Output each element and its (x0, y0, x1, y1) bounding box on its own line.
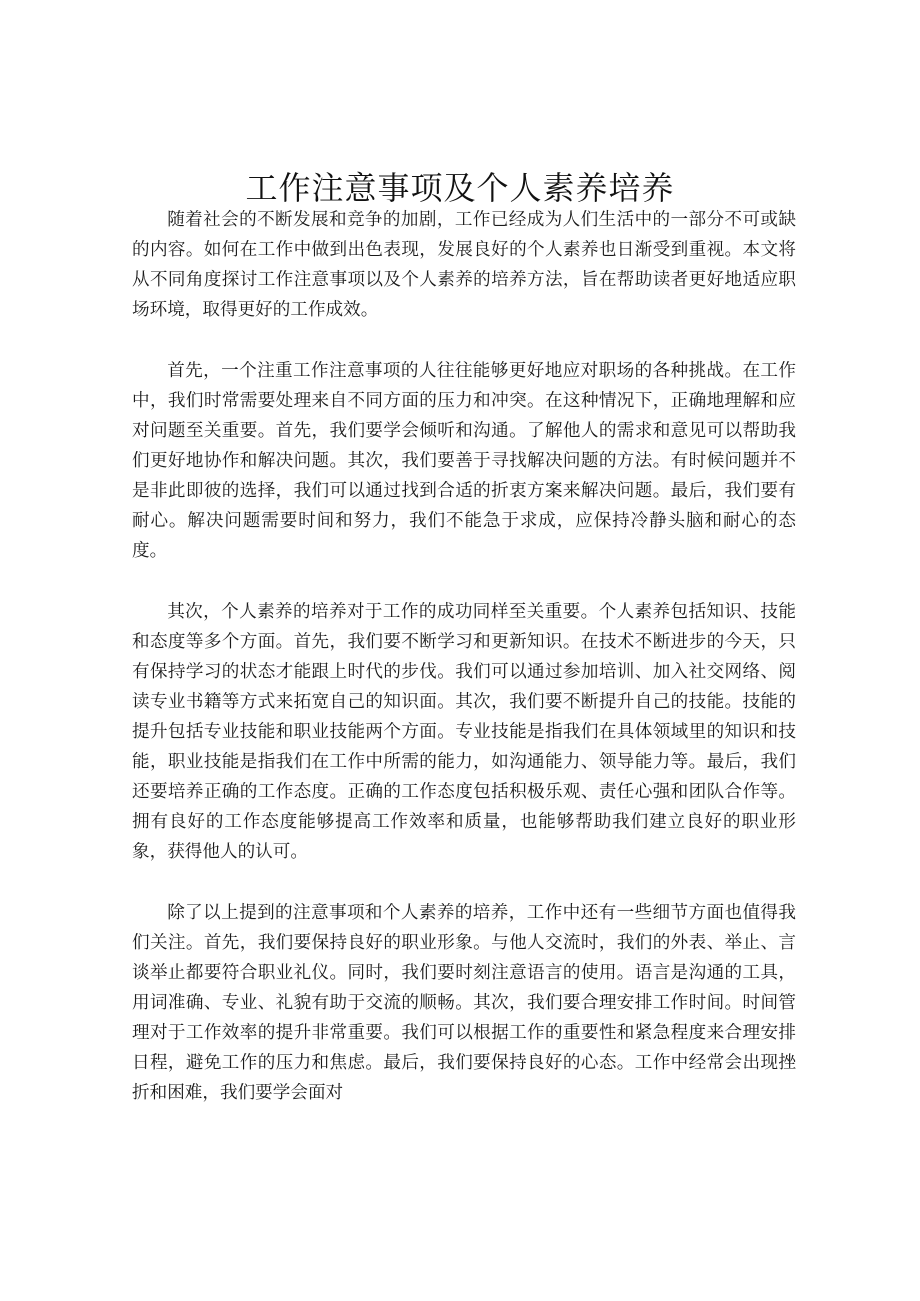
page-title: 工作注意事项及个人素养培养 (245, 169, 675, 207)
paragraph-work-attention: 首先，一个注重工作注意事项的人往往能够更好地应对职场的各种挑战。在工作中，我们时常需要处理来自不同方面的压力和冲突。在这种情况下，正确地理解和应对问题至关重要。首先，我们要学会倾听和沟通。了解他人的需求和意见可以帮助我们更好地协作和解决问题。其次，我们要善于寻找解决问题的方法。有时候问题并不是非此即彼的选择，我们可以通过找到合适的折衷方案来解决问题。最后，我们要有耐心。解决问题需要时间和努力，我们不能急于求成，应保持冷静头脑和耐心的态度。 (132, 361, 796, 561)
paragraph-details: 除了以上提到的注意事项和个人素养的培养，工作中还有一些细节方面也值得我们关注。首先，我们要保持良好的职业形象。与他人交流时，我们的外表、举止、言谈举止都要符合职业礼仪。同时，我们要时刻注意语言的使用。语言是沟通的工具，用词准确、专业、礼貌有助于交流的顺畅。其次，我们要合理安排工作时间。时间管理对于工作效率的提升非常重要。我们可以根据工作的重要性和紧急程度来合理安排日程，避免工作的压力和焦虑。最后，我们要保持良好的心态。工作中经常会出现挫折和困难，我们要学会面对 (132, 903, 796, 1103)
paragraph-intro: 随着社会的不断发展和竞争的加剧，工作已经成为人们生活中的一部分不可或缺的内容。如何在工作中做到出色表现，发展良好的个人素养也日渐受到重视。本文将从不同角度探讨工作注意事项以及个人素养的培养方法，旨在帮助读者更好地适应职场环境，取得更好的工作成效。 (132, 210, 796, 320)
paragraph-personal-quality: 其次，个人素养的培养对于工作的成功同样至关重要。个人素养包括知识、技能和态度等多个方面。首先，我们要不断学习和更新知识。在技术不断进步的今天，只有保持学习的状态才能跟上时代的步伐。我们可以通过参加培训、加入社交网络、阅读专业书籍等方式来拓宽自己的知识面。其次，我们要不断提升自己的技能。技能的提升包括专业技能和职业技能两个方面。专业技能是指我们在具体领域里的知识和技能，职业技能是指我们在工作中所需的能力，如沟通能力、领导能力等。最后，我们还要培养正确的工作态度。正确的工作态度包括积极乐观、责任心强和团队合作等。拥有良好的工作态度能够提高工作效率和质量，也能够帮助我们建立良好的职业形象，获得他人的认可。 (132, 602, 796, 862)
document-body (132, 205, 796, 1108)
